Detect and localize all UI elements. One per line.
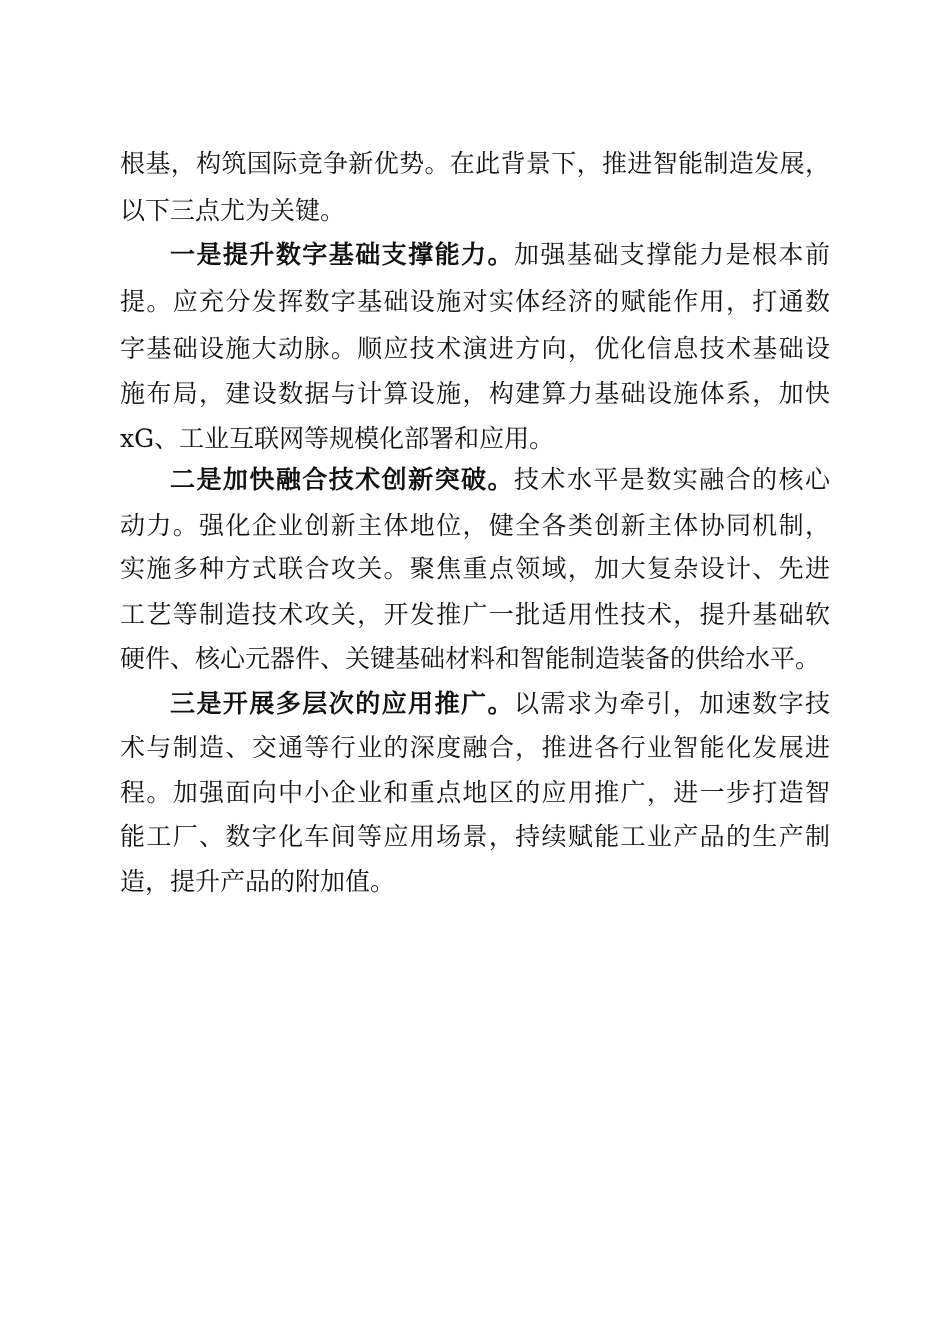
paragraph-heading: 一是提升数字基础支撑能力。 [170, 240, 514, 269]
text-line: 实施多种方式联合攻关。聚焦重点领域，加大复杂设计、先进 [120, 554, 830, 583]
text-line: 字基础设施大动脉。顺应技术演进方向，优化信息技术基础设 [120, 334, 830, 363]
text-run: 加强基础支撑能力是根本前 [513, 240, 830, 269]
paragraph-heading: 三是开展多层次的应用推广。 [170, 689, 514, 718]
paragraph-heading: 二是加快融合技术创新突破。 [170, 465, 514, 494]
text-line: 根基，构筑国际竞争新优势。在此背景下，推进智能制造发展， [120, 149, 830, 178]
text-run: 技术水平是数实融合的核心 [513, 465, 830, 494]
text-line: 术与制造、交通等行业的深度融合，推进各行业智能化发展进 [120, 733, 830, 762]
text-line: 硬件、核心元器件、关键基础材料和智能制造装备的供给水平。 [120, 644, 821, 673]
text-line: 工艺等制造技术攻关，开发推广一批适用性技术，提升基础软 [120, 600, 830, 629]
text-line: 动力。强化企业创新主体地位，健全各类创新主体协同机制， [120, 511, 830, 540]
text-line: 以下三点尤为关键。 [120, 196, 346, 225]
text-run: 以需求为牵引，加速数字技 [513, 689, 830, 718]
text-line: 造，提升产品的附加值。 [120, 867, 396, 896]
text-line: 提。应充分发挥数字基础设施对实体经济的赋能作用，打通数 [120, 287, 830, 316]
text-line [170, 462, 830, 498]
text-line: xG、工业互联网等规模化部署和应用。 [120, 424, 555, 453]
text-line: 施布局，建设数据与计算设施，构建算力基础设施体系，加快 [120, 379, 830, 408]
text-line [170, 686, 830, 722]
text-line: 能工厂、数字化车间等应用场景，持续赋能工业产品的生产制 [120, 822, 830, 851]
text-line: 程。加强面向中小企业和重点地区的应用推广，进一步打造智 [120, 778, 830, 807]
text-line [170, 237, 830, 273]
